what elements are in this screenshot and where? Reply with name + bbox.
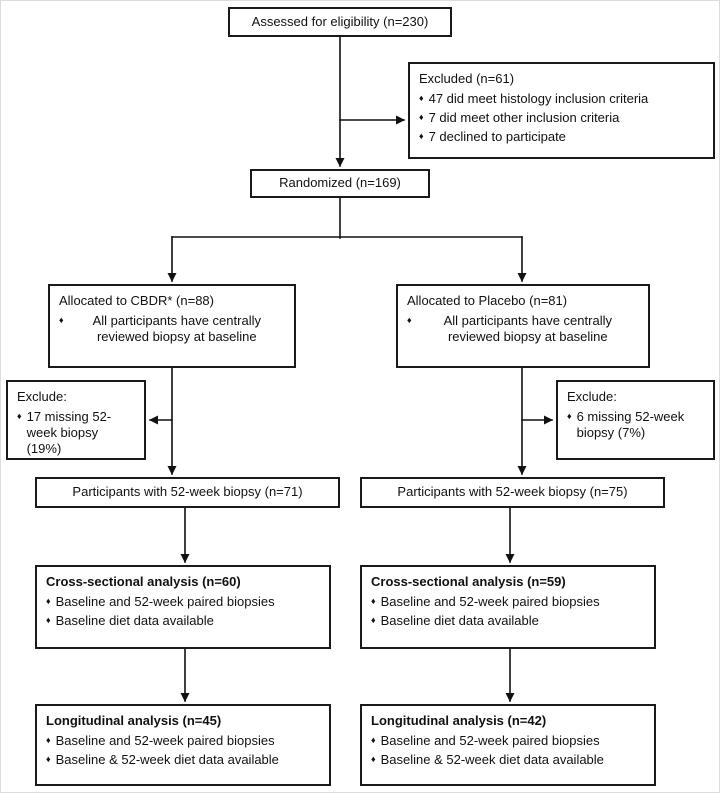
box-cross-sectional-cbdr bbox=[35, 565, 331, 649]
cross-sectional-placebo-item bbox=[371, 594, 645, 610]
diamond-bullet-icon: ♦ bbox=[371, 734, 376, 745]
allocated-cbdr-item bbox=[59, 313, 285, 345]
excluded-item-text: 7 did meet other inclusion criteria bbox=[428, 109, 620, 125]
box-cross-sectional-placebo bbox=[360, 565, 656, 649]
diamond-bullet-icon: ♦ bbox=[567, 410, 572, 421]
diamond-bullet-icon: ♦ bbox=[419, 92, 424, 103]
excluded-item bbox=[419, 129, 704, 145]
exclude-placebo-item bbox=[567, 409, 704, 441]
cross-sectional-cbdr-title: Cross-sectional analysis (n=60) bbox=[46, 574, 241, 589]
box-exclude-placebo bbox=[556, 380, 715, 460]
diamond-bullet-icon: ♦ bbox=[46, 614, 51, 625]
longitudinal-placebo-item bbox=[371, 752, 645, 768]
cross-sectional-placebo-title: Cross-sectional analysis (n=59) bbox=[371, 574, 566, 589]
box-assessed-eligibility bbox=[228, 7, 452, 37]
allocated-cbdr-title: Allocated to CBDR* (n=88) bbox=[59, 293, 214, 308]
diamond-bullet-icon: ♦ bbox=[17, 410, 22, 421]
cross-sectional-placebo-item-text: Baseline diet data available bbox=[380, 612, 539, 628]
cross-sectional-cbdr-item-text: Baseline and 52-week paired biopsies bbox=[55, 593, 275, 609]
box-randomized bbox=[250, 169, 430, 198]
assessed-title: Assessed for eligibility (n=230) bbox=[251, 13, 429, 29]
longitudinal-cbdr-item bbox=[46, 733, 320, 749]
cross-sectional-placebo-item-text: Baseline and 52-week paired biopsies bbox=[380, 593, 600, 609]
box-excluded bbox=[408, 62, 715, 159]
box-allocated-placebo bbox=[396, 284, 650, 368]
cross-sectional-placebo-item bbox=[371, 613, 645, 629]
diamond-bullet-icon: ♦ bbox=[407, 314, 412, 325]
allocated-placebo-title: Allocated to Placebo (n=81) bbox=[407, 293, 568, 308]
participants-cbdr-title: Participants with 52-week biopsy (n=71) bbox=[72, 484, 303, 500]
allocated-placebo-item bbox=[407, 313, 639, 345]
excluded-item bbox=[419, 110, 704, 126]
exclude-placebo-title: Exclude: bbox=[567, 389, 617, 404]
excluded-title: Excluded (n=61) bbox=[419, 71, 515, 86]
exclude-placebo-item-text: 6 missing 52-week biopsy (7%) bbox=[576, 408, 685, 440]
box-longitudinal-cbdr bbox=[35, 704, 331, 786]
diamond-bullet-icon: ♦ bbox=[371, 753, 376, 764]
diamond-bullet-icon: ♦ bbox=[371, 595, 376, 606]
box-allocated-cbdr bbox=[48, 284, 296, 368]
longitudinal-placebo-item-text: Baseline & 52-week diet data available bbox=[380, 751, 604, 767]
box-participants-placebo bbox=[360, 477, 665, 508]
diamond-bullet-icon: ♦ bbox=[46, 595, 51, 606]
box-longitudinal-placebo bbox=[360, 704, 656, 786]
diamond-bullet-icon: ♦ bbox=[419, 111, 424, 122]
longitudinal-placebo-title: Longitudinal analysis (n=42) bbox=[371, 713, 547, 728]
diamond-bullet-icon: ♦ bbox=[59, 314, 64, 325]
participants-placebo-title: Participants with 52-week biopsy (n=75) bbox=[397, 484, 628, 500]
allocated-placebo-item-text: All participants have centrally reviewed biopsy at baseline bbox=[443, 312, 612, 344]
longitudinal-placebo-item bbox=[371, 733, 645, 749]
longitudinal-cbdr-item-text: Baseline & 52-week diet data available bbox=[55, 751, 279, 767]
diamond-bullet-icon: ♦ bbox=[371, 614, 376, 625]
cross-sectional-cbdr-item-text: Baseline diet data available bbox=[55, 612, 214, 628]
longitudinal-cbdr-item-text: Baseline and 52-week paired biopsies bbox=[55, 732, 275, 748]
box-participants-cbdr bbox=[35, 477, 340, 508]
randomized-title: Randomized (n=169) bbox=[279, 175, 401, 191]
exclude-cbdr-title: Exclude: bbox=[17, 389, 67, 404]
excluded-item-text: 47 did meet histology inclusion criteria bbox=[428, 90, 649, 106]
box-exclude-cbdr bbox=[6, 380, 146, 460]
exclude-cbdr-item-text: 17 missing 52-week biopsy (19%) bbox=[26, 408, 112, 456]
longitudinal-cbdr-title: Longitudinal analysis (n=45) bbox=[46, 713, 222, 728]
excluded-item-text: 7 declined to participate bbox=[428, 128, 566, 144]
diamond-bullet-icon: ♦ bbox=[46, 753, 51, 764]
excluded-item bbox=[419, 91, 704, 107]
exclude-cbdr-item bbox=[17, 409, 135, 457]
cross-sectional-cbdr-item bbox=[46, 594, 320, 610]
diamond-bullet-icon: ♦ bbox=[46, 734, 51, 745]
diamond-bullet-icon: ♦ bbox=[419, 130, 424, 141]
longitudinal-cbdr-item bbox=[46, 752, 320, 768]
cross-sectional-cbdr-item bbox=[46, 613, 320, 629]
longitudinal-placebo-item-text: Baseline and 52-week paired biopsies bbox=[380, 732, 600, 748]
allocated-cbdr-item-text: All participants have centrally reviewed biopsy at baseline bbox=[92, 312, 261, 344]
